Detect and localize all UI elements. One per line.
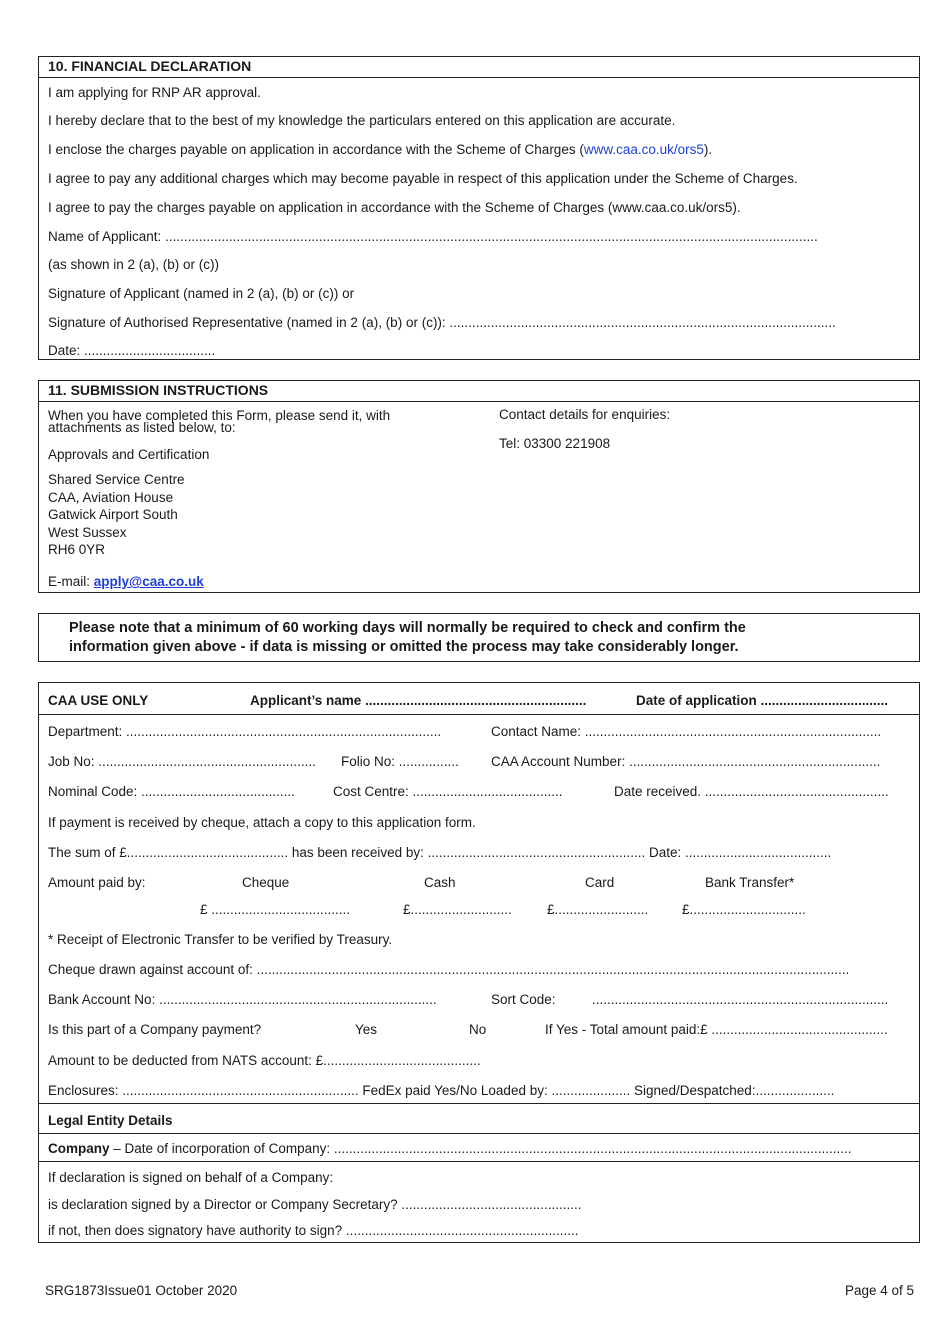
notice-line-1: Please note that a minimum of 60 working days will normally be required to check and confirm the [69, 620, 746, 636]
address-line: West Sussex [48, 524, 127, 540]
cash-amount-field[interactable]: £........................... [403, 902, 512, 917]
financial-declaration-title: 10. FINANCIAL DECLARATION [39, 57, 919, 78]
contact-name-field[interactable]: Contact Name: ............................................................................... [491, 724, 882, 739]
additional-charges-line: I agree to pay any additional charges which may become payable in respect of this application under the Scheme of Charges. [48, 171, 798, 186]
enclose-charges-line [48, 142, 712, 157]
name-of-applicant-field[interactable]: Name of Applicant: .............................................................................................................................................................................. [48, 229, 818, 244]
bank-account-field[interactable]: Bank Account No: .......................................................................... [48, 992, 437, 1007]
notice-line-2: information given above - if data is missing or omitted the process may take considerably longer. [69, 639, 739, 655]
cheque-drawn-field[interactable]: Cheque drawn against account of: .............................................................................................................................................................. [48, 962, 850, 977]
caa-use-only-section [38, 682, 920, 1243]
sort-code-label: Sort Code: [491, 992, 556, 1007]
company-label: Company [48, 1141, 110, 1156]
divider [39, 1103, 919, 1104]
card-amount-field[interactable]: £......................... [547, 902, 649, 917]
cost-centre-field[interactable]: Cost Centre: ........................................ [333, 784, 563, 799]
email-row [48, 574, 204, 589]
incorporation-date-field[interactable] [48, 1141, 852, 1156]
declare-accurate-line: I hereby declare that to the best of my knowledge the particulars entered on this application are accurate. [48, 113, 676, 128]
total-amount-paid-field[interactable]: If Yes - Total amount paid:£ ............................................... [545, 1022, 888, 1037]
folio-no-field[interactable]: Folio No: ................ [341, 754, 459, 769]
enclosures-field[interactable]: Enclosures: ............................................................... FedEx paid Yes/No Loaded by: ..................... Signed/Despatched:..................... [48, 1083, 835, 1098]
divider [39, 714, 919, 715]
company-payment-no[interactable]: No [469, 1022, 487, 1037]
nominal-code-field[interactable]: Nominal Code: ......................................... [48, 784, 295, 799]
postal-address [48, 471, 185, 559]
address-line: RH6 0YR [48, 542, 106, 557]
method-card: Card [585, 875, 615, 890]
incorporation-label: – Date of incorporation of Company: .......................................................................................................................................... [109, 1141, 852, 1156]
address-line: Shared Service Centre [48, 472, 185, 487]
date-of-application-field[interactable]: Date of application .................................. [636, 693, 889, 708]
submission-intro [48, 408, 390, 435]
applicant-name-field[interactable]: Applicant’s name ........................................................... [250, 693, 587, 708]
caa-account-number-field[interactable]: CAA Account Number: ................................................................... [491, 754, 881, 769]
ors5-link[interactable]: www.caa.co.uk/ors5 [583, 142, 704, 157]
email-label: E-mail: [48, 574, 94, 589]
submission-instructions-title: 11. SUBMISSION INSTRUCTIONS [39, 381, 919, 402]
method-cash: Cash [424, 875, 456, 890]
signature-representative-field[interactable]: Signature of Authorised Representative (named in 2 (a), (b) or (c)): ....................................................................................................... [48, 315, 836, 330]
pay-charges-line: I agree to pay the charges payable on application in accordance with the Scheme of Charges (www.caa.co.uk/ors5). [48, 200, 741, 215]
cheque-amount-field[interactable]: £ ..................................... [200, 902, 351, 917]
method-cheque: Cheque [242, 875, 290, 890]
nats-deduction-field[interactable]: Amount to be deducted from NATS account: £.......................................... [48, 1053, 481, 1068]
amount-paid-label: Amount paid by: [48, 875, 146, 890]
sort-code-field[interactable]: ............................................................................... [592, 992, 889, 1007]
email-link[interactable]: apply@caa.co.uk [93, 574, 204, 589]
divider [39, 1161, 919, 1162]
bank-transfer-amount-field[interactable]: £............................... [682, 902, 806, 917]
divider [39, 1133, 919, 1134]
approvals-dept: Approvals and Certification [48, 447, 210, 462]
submission-intro-line-1: When you have completed this Form, please send it, with [48, 408, 391, 423]
department-field[interactable]: Department: .................................................................................... [48, 724, 442, 739]
declaration-date-field[interactable]: Date: ................................... [48, 343, 216, 358]
cheque-copy-note: If payment is received by cheque, attach a copy to this application form. [48, 815, 476, 830]
signatory-authority-field[interactable]: if not, then does signatory have authority to sign? .............................................................. [48, 1223, 579, 1238]
date-received-field[interactable]: Date received. ................................................. [614, 784, 889, 799]
legal-entity-title: Legal Entity Details [48, 1113, 173, 1128]
sum-received-field[interactable]: The sum of £........................................... has been received by: .......................................................... Date: ....................................... [48, 845, 832, 860]
submission-intro-line-2: attachments as listed below, to: [48, 420, 236, 435]
address-line: Gatwick Airport South [48, 507, 178, 522]
signature-applicant-label: Signature of Applicant (named in 2 (a), (b) or (c)) or [48, 286, 355, 301]
address-line: CAA, Aviation House [48, 489, 174, 505]
rnp-ar-line: I am applying for RNP AR approval. [48, 85, 261, 100]
receipt-note: * Receipt of Electronic Transfer to be verified by Treasury. [48, 932, 393, 947]
company-payment-yes[interactable]: Yes [355, 1022, 378, 1037]
as-shown-note: (as shown in 2 (a), (b) or (c)) [48, 257, 220, 272]
form-reference: SRG1873Issue01 October 2020 [45, 1283, 238, 1298]
contact-label: Contact details for enquiries: [499, 407, 671, 422]
job-no-field[interactable]: Job No: .......................................................... [48, 754, 316, 769]
method-bank-transfer: Bank Transfer* [705, 875, 795, 890]
contact-tel: Tel: 03300 221908 [499, 436, 611, 451]
company-payment-question: Is this part of a Company payment? [48, 1022, 262, 1037]
financial-declaration-section [38, 56, 920, 360]
enclose-pre: I enclose the charges payable on application in accordance with the Scheme of Charges ( [48, 142, 584, 157]
caa-use-only-title: CAA USE ONLY [48, 693, 149, 708]
enclose-post: ). [703, 142, 713, 157]
behalf-of-company-label: If declaration is signed on behalf of a Company: [48, 1170, 334, 1185]
processing-notice [38, 613, 920, 662]
page-number: Page 4 of 5 [844, 1283, 914, 1298]
director-signed-field[interactable]: is declaration signed by a Director or Company Secretary? ................................................ [48, 1197, 582, 1212]
submission-instructions-section [38, 380, 920, 593]
